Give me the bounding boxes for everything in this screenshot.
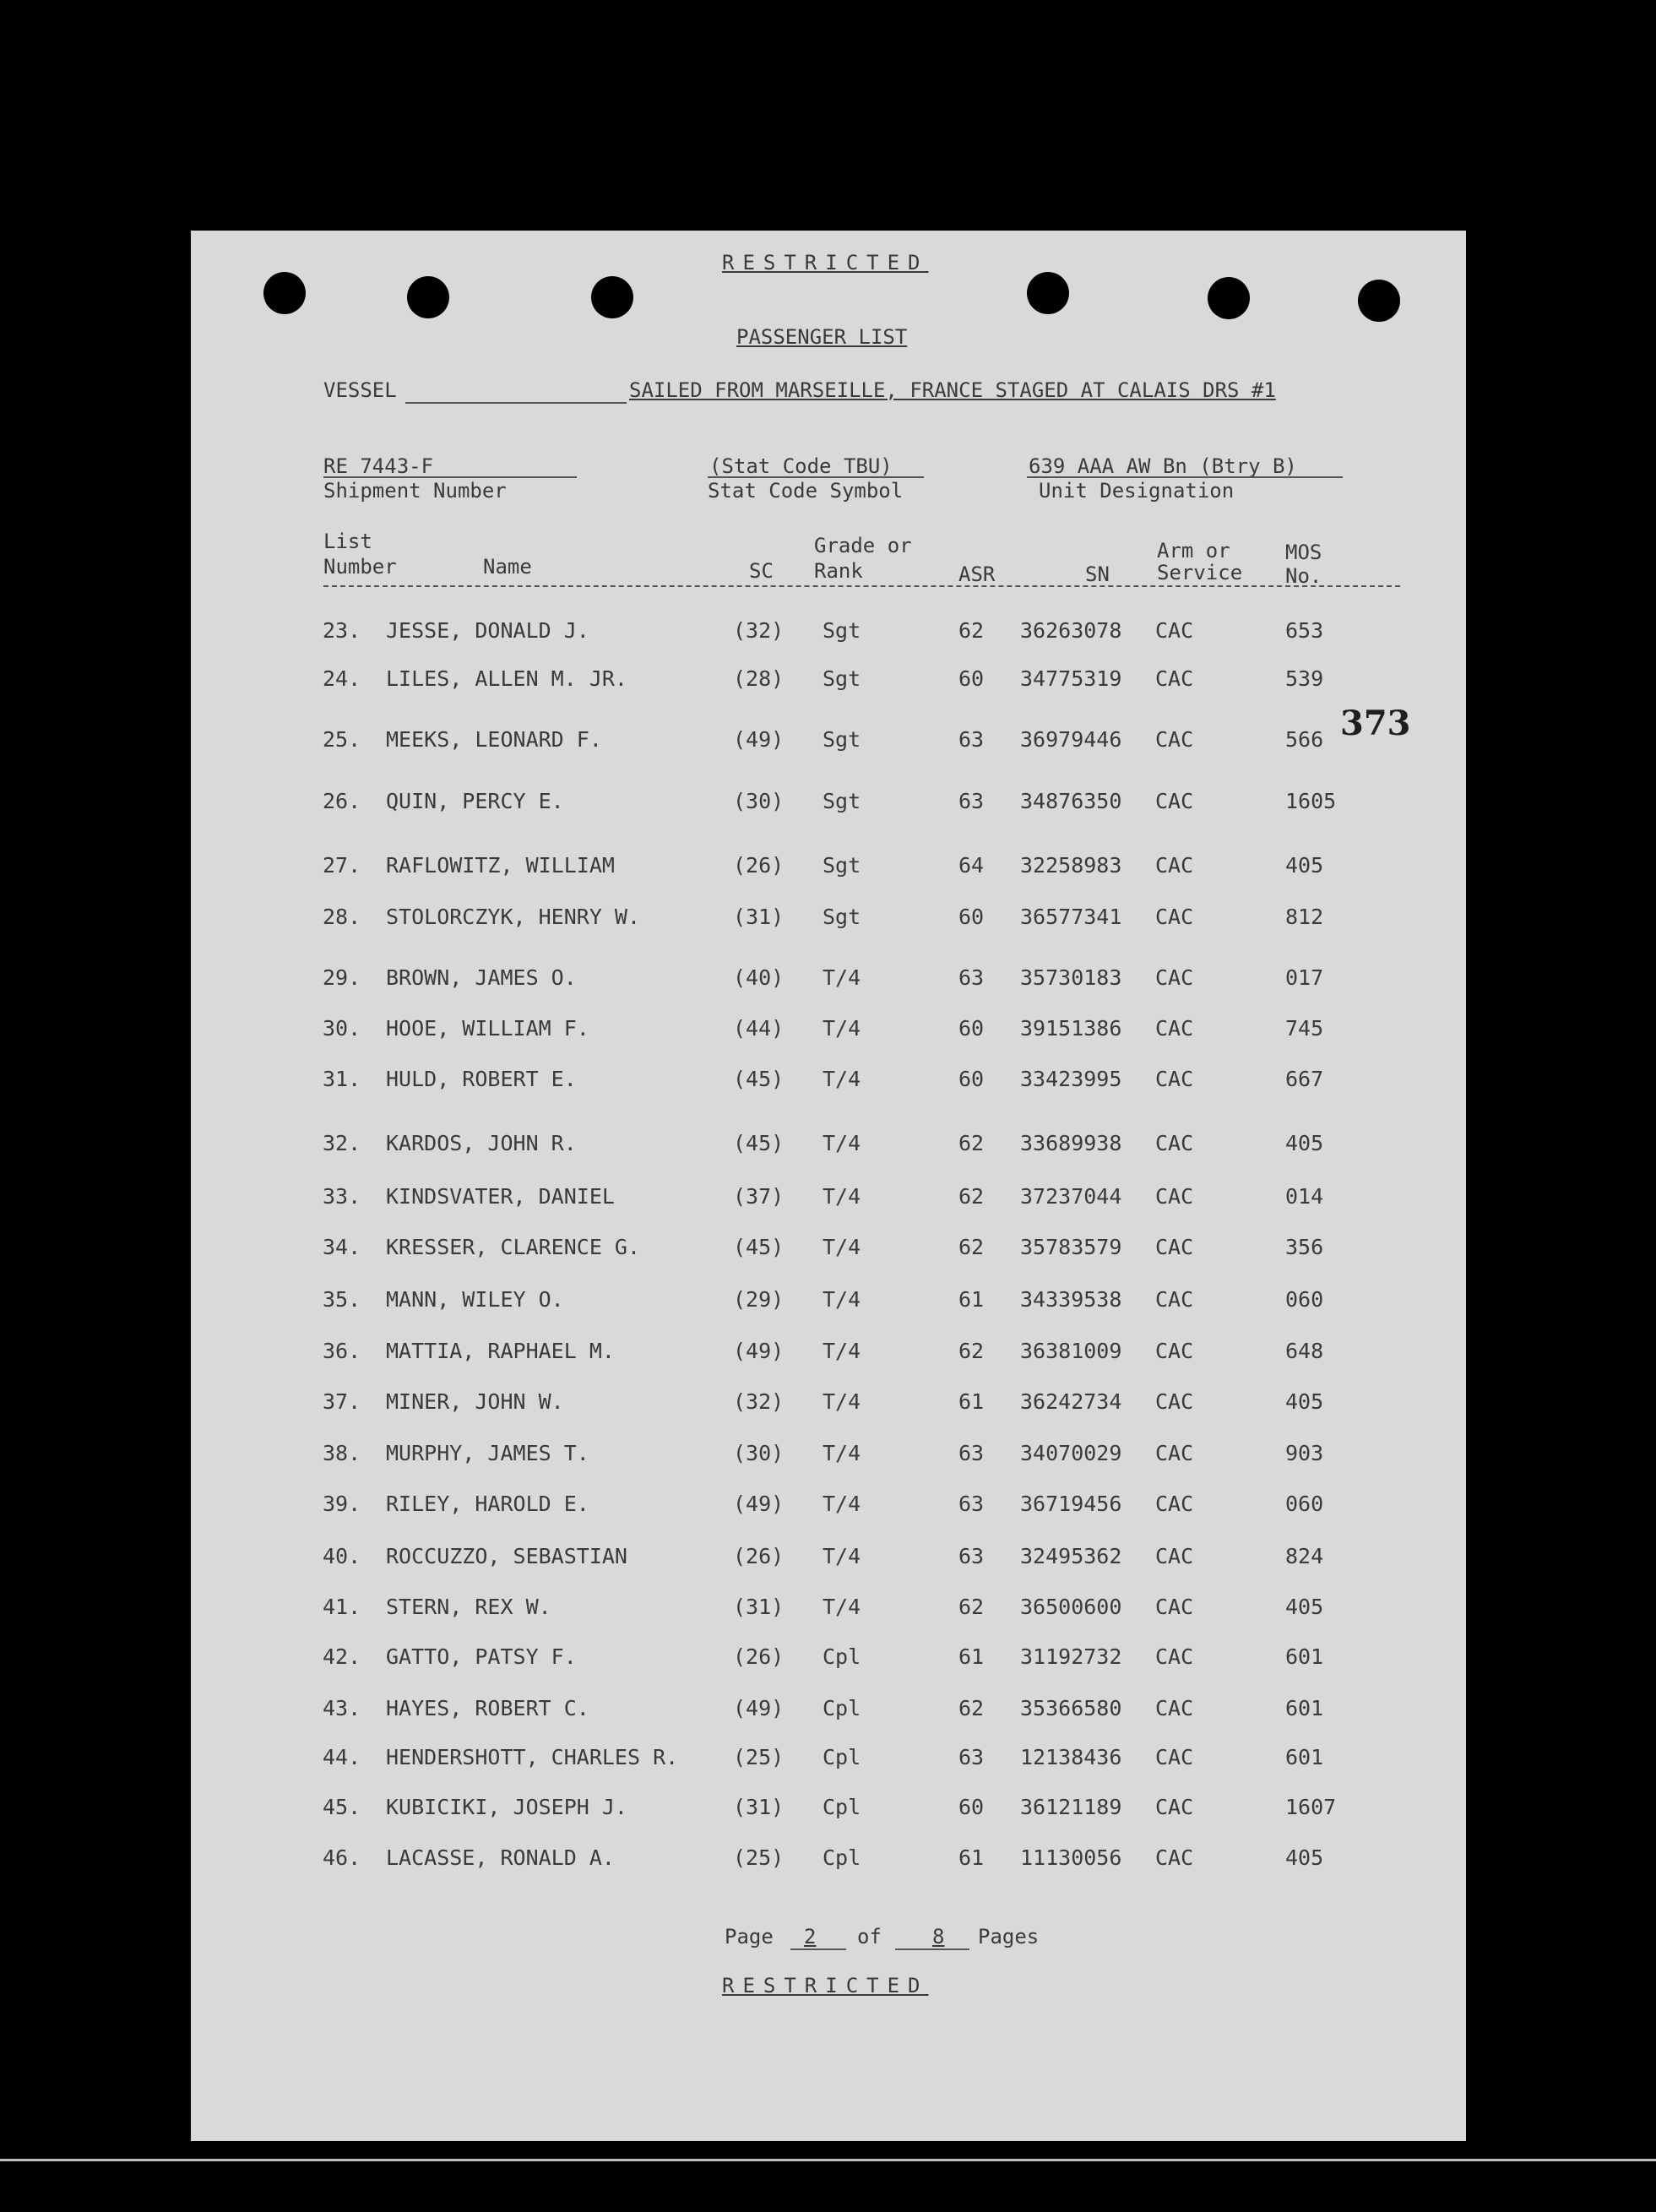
asr-value: 63 xyxy=(958,965,985,990)
unit-designation: 639 AAA AW Bn (Btry B) xyxy=(1029,454,1297,478)
arm-service: CAC xyxy=(1155,1492,1194,1516)
punch-hole xyxy=(1358,280,1400,322)
mos-number: 405 xyxy=(1285,1595,1324,1619)
sc-value: (26) xyxy=(733,1544,785,1568)
asr-value: 63 xyxy=(958,1745,985,1769)
list-number: 37. xyxy=(323,1389,361,1414)
sc-value: (25) xyxy=(733,1845,785,1870)
passenger-name: STERN, REX W. xyxy=(386,1595,551,1619)
sc-value: (49) xyxy=(733,1492,785,1516)
pages-word: Pages xyxy=(978,1925,1040,1948)
mos-number: 648 xyxy=(1285,1339,1324,1363)
sc-value: (26) xyxy=(733,853,785,878)
passenger-name: BROWN, JAMES O. xyxy=(386,965,577,990)
asr-value: 62 xyxy=(958,1595,985,1619)
grade-value: Cpl xyxy=(823,1644,861,1669)
arm-service: CAC xyxy=(1155,1131,1194,1155)
arm-service: CAC xyxy=(1155,1795,1194,1819)
list-number: 24. xyxy=(323,666,361,691)
asr-value: 62 xyxy=(958,1184,985,1209)
mos-number: 601 xyxy=(1285,1745,1324,1769)
grade-value: T/4 xyxy=(823,1131,861,1155)
serial-number: 32258983 xyxy=(1020,853,1122,878)
passenger-name: STOLORCZYK, HENRY W. xyxy=(386,905,641,929)
grade-value: Cpl xyxy=(823,1745,861,1769)
sc-value: (30) xyxy=(733,789,785,813)
serial-number: 12138436 xyxy=(1020,1745,1122,1769)
list-number: 27. xyxy=(323,853,361,878)
unit-designation-label: Unit Designation xyxy=(1039,479,1235,503)
list-number: 28. xyxy=(323,905,361,929)
grade-value: T/4 xyxy=(823,1067,861,1091)
col-mos-line1: MOS xyxy=(1285,541,1322,564)
col-list-number-line2: Number xyxy=(323,555,397,579)
passenger-name: QUIN, PERCY E. xyxy=(386,789,564,813)
asr-value: 60 xyxy=(958,905,985,929)
asr-value: 61 xyxy=(958,1845,985,1870)
list-number: 26. xyxy=(323,789,361,813)
total-pages: 8 xyxy=(932,1925,945,1948)
col-grade-line2: Rank xyxy=(814,559,863,583)
scan-border-line xyxy=(0,2159,1656,2161)
passenger-name: MANN, WILEY O. xyxy=(386,1287,564,1312)
list-number: 44. xyxy=(323,1745,361,1769)
document-title: PASSENGER LIST xyxy=(736,325,908,349)
serial-number: 35730183 xyxy=(1020,965,1122,990)
arm-service: CAC xyxy=(1155,853,1194,878)
stat-code-line xyxy=(708,476,924,478)
serial-number: 36979446 xyxy=(1020,727,1122,752)
sc-value: (49) xyxy=(733,1696,785,1720)
col-name: Name xyxy=(483,555,532,579)
sc-value: (29) xyxy=(733,1287,785,1312)
page-number-line xyxy=(790,1948,846,1950)
passenger-name: GATTO, PATSY F. xyxy=(386,1644,577,1669)
arm-service: CAC xyxy=(1155,965,1194,990)
sc-value: (49) xyxy=(733,727,785,752)
serial-number: 34339538 xyxy=(1020,1287,1122,1312)
asr-value: 62 xyxy=(958,1235,985,1259)
mos-number: 405 xyxy=(1285,1389,1324,1414)
classification-bottom: RESTRICTED xyxy=(722,1974,929,1997)
passenger-name: HOOE, WILLIAM F. xyxy=(386,1016,589,1041)
vessel-blank-line xyxy=(405,402,627,404)
asr-value: 63 xyxy=(958,1441,985,1465)
arm-service: CAC xyxy=(1155,1067,1194,1091)
grade-value: T/4 xyxy=(823,1184,861,1209)
mos-number: 014 xyxy=(1285,1184,1324,1209)
asr-value: 61 xyxy=(958,1287,985,1312)
asr-value: 63 xyxy=(958,789,985,813)
list-number: 34. xyxy=(323,1235,361,1259)
serial-number: 35366580 xyxy=(1020,1696,1122,1720)
arm-service: CAC xyxy=(1155,1016,1194,1041)
asr-value: 62 xyxy=(958,618,985,643)
arm-service: CAC xyxy=(1155,1644,1194,1669)
grade-value: T/4 xyxy=(823,1235,861,1259)
grade-value: Sgt xyxy=(823,666,861,691)
arm-service: CAC xyxy=(1155,1696,1194,1720)
sc-value: (30) xyxy=(733,1441,785,1465)
sc-value: (44) xyxy=(733,1016,785,1041)
grade-value: Cpl xyxy=(823,1696,861,1720)
passenger-name: KUBICIKI, JOSEPH J. xyxy=(386,1795,627,1819)
asr-value: 62 xyxy=(958,1339,985,1363)
grade-value: Sgt xyxy=(823,853,861,878)
page-word: Page xyxy=(725,1925,774,1948)
asr-value: 63 xyxy=(958,1492,985,1516)
mos-number: 812 xyxy=(1285,905,1324,929)
grade-value: Cpl xyxy=(823,1845,861,1870)
passenger-name: JESSE, DONALD J. xyxy=(386,618,589,643)
stat-code-label: Stat Code Symbol xyxy=(708,479,904,503)
list-number: 32. xyxy=(323,1131,361,1155)
grade-value: Sgt xyxy=(823,618,861,643)
mos-number: 1605 xyxy=(1285,789,1337,813)
serial-number: 33423995 xyxy=(1020,1067,1122,1091)
serial-number: 11130056 xyxy=(1020,1845,1122,1870)
mos-number: 405 xyxy=(1285,1131,1324,1155)
serial-number: 34070029 xyxy=(1020,1441,1122,1465)
list-number: 36. xyxy=(323,1339,361,1363)
asr-value: 64 xyxy=(958,853,985,878)
passenger-name: LACASSE, RONALD A. xyxy=(386,1845,615,1870)
passenger-name: HENDERSHOTT, CHARLES R. xyxy=(386,1745,679,1769)
mos-number: 824 xyxy=(1285,1544,1324,1568)
sc-value: (25) xyxy=(733,1745,785,1769)
asr-value: 62 xyxy=(958,1696,985,1720)
arm-service: CAC xyxy=(1155,1845,1194,1870)
mos-number: 601 xyxy=(1285,1696,1324,1720)
mos-number: 566 xyxy=(1285,727,1324,752)
grade-value: Sgt xyxy=(823,905,861,929)
sc-value: (49) xyxy=(733,1339,785,1363)
grade-value: T/4 xyxy=(823,1016,861,1041)
col-asr: ASR xyxy=(958,563,996,586)
arm-service: CAC xyxy=(1155,666,1194,691)
shipment-number-label: Shipment Number xyxy=(323,479,507,503)
mos-number: 653 xyxy=(1285,618,1324,643)
grade-value: T/4 xyxy=(823,1544,861,1568)
mos-number: 667 xyxy=(1285,1067,1324,1091)
arm-service: CAC xyxy=(1155,1441,1194,1465)
passenger-name: KARDOS, JOHN R. xyxy=(386,1131,577,1155)
mos-number: 017 xyxy=(1285,965,1324,990)
list-number: 45. xyxy=(323,1795,361,1819)
asr-value: 61 xyxy=(958,1644,985,1669)
arm-service: CAC xyxy=(1155,1544,1194,1568)
asr-value: 61 xyxy=(958,1389,985,1414)
list-number: 40. xyxy=(323,1544,361,1568)
grade-value: T/4 xyxy=(823,1492,861,1516)
serial-number: 36121189 xyxy=(1020,1795,1122,1819)
list-number: 41. xyxy=(323,1595,361,1619)
mos-number: 1607 xyxy=(1285,1795,1337,1819)
asr-value: 60 xyxy=(958,1016,985,1041)
list-number: 29. xyxy=(323,965,361,990)
list-number: 43. xyxy=(323,1696,361,1720)
arm-service: CAC xyxy=(1155,1595,1194,1619)
stat-code: (Stat Code TBU) xyxy=(709,454,893,478)
mos-number: 903 xyxy=(1285,1441,1324,1465)
passenger-name: MURPHY, JAMES T. xyxy=(386,1441,589,1465)
mos-number: 601 xyxy=(1285,1644,1324,1669)
serial-number: 36719456 xyxy=(1020,1492,1122,1516)
unit-designation-line xyxy=(1027,476,1343,478)
punch-hole xyxy=(407,276,449,318)
passenger-name: ROCCUZZO, SEBASTIAN xyxy=(386,1544,627,1568)
col-arm-line1: Arm or xyxy=(1157,539,1230,563)
sc-value: (31) xyxy=(733,1595,785,1619)
asr-value: 63 xyxy=(958,727,985,752)
sailed-from-text: SAILED FROM MARSEILLE, FRANCE STAGED AT CALAIS DRS #1 xyxy=(629,378,1276,402)
total-pages-line xyxy=(895,1948,969,1950)
passenger-name: MATTIA, RAPHAEL M. xyxy=(386,1339,615,1363)
passenger-name: KRESSER, CLARENCE G. xyxy=(386,1235,641,1259)
grade-value: T/4 xyxy=(823,1441,861,1465)
arm-service: CAC xyxy=(1155,1235,1194,1259)
col-list-number-line1: List xyxy=(323,530,372,553)
mos-number: 405 xyxy=(1285,853,1324,878)
of-word: of xyxy=(857,1925,882,1948)
list-number: 39. xyxy=(323,1492,361,1516)
passenger-name: MINER, JOHN W. xyxy=(386,1389,564,1414)
arm-service: CAC xyxy=(1155,905,1194,929)
list-number: 33. xyxy=(323,1184,361,1209)
arm-service: CAC xyxy=(1155,727,1194,752)
passenger-name: MEEKS, LEONARD F. xyxy=(386,727,602,752)
arm-service: CAC xyxy=(1155,1339,1194,1363)
serial-number: 35783579 xyxy=(1020,1235,1122,1259)
passenger-name: LILES, ALLEN M. JR. xyxy=(386,666,627,691)
sc-value: (31) xyxy=(733,905,785,929)
grade-value: Sgt xyxy=(823,727,861,752)
col-arm-line2: Service xyxy=(1157,561,1243,584)
asr-value: 62 xyxy=(958,1131,985,1155)
asr-value: 60 xyxy=(958,666,985,691)
serial-number: 36263078 xyxy=(1020,618,1122,643)
punch-hole xyxy=(1027,272,1069,314)
mos-number: 060 xyxy=(1285,1492,1324,1516)
vessel-label: VESSEL xyxy=(323,378,397,402)
sc-value: (32) xyxy=(733,618,785,643)
mos-number: 745 xyxy=(1285,1016,1324,1041)
serial-number: 34876350 xyxy=(1020,789,1122,813)
passenger-name: RILEY, HAROLD E. xyxy=(386,1492,589,1516)
grade-value: T/4 xyxy=(823,1595,861,1619)
sc-value: (45) xyxy=(733,1067,785,1091)
serial-number: 36242734 xyxy=(1020,1389,1122,1414)
asr-value: 60 xyxy=(958,1795,985,1819)
arm-service: CAC xyxy=(1155,1287,1194,1312)
mos-number: 539 xyxy=(1285,666,1324,691)
passenger-name: KINDSVATER, DANIEL xyxy=(386,1184,615,1209)
list-number: 30. xyxy=(323,1016,361,1041)
arm-service: CAC xyxy=(1155,789,1194,813)
mos-number: 405 xyxy=(1285,1845,1324,1870)
list-number: 46. xyxy=(323,1845,361,1870)
serial-number: 36577341 xyxy=(1020,905,1122,929)
list-number: 23. xyxy=(323,618,361,643)
grade-value: T/4 xyxy=(823,1389,861,1414)
passenger-name: HULD, ROBERT E. xyxy=(386,1067,577,1091)
sc-value: (31) xyxy=(733,1795,785,1819)
mos-number: 060 xyxy=(1285,1287,1324,1312)
shipment-number-line xyxy=(323,476,577,478)
col-sn: SN xyxy=(1085,563,1110,586)
serial-number: 31192732 xyxy=(1020,1644,1122,1669)
list-number: 42. xyxy=(323,1644,361,1669)
serial-number: 39151386 xyxy=(1020,1016,1122,1041)
serial-number: 36381009 xyxy=(1020,1339,1122,1363)
header-rule xyxy=(323,585,1400,587)
arm-service: CAC xyxy=(1155,1745,1194,1769)
serial-number: 33689938 xyxy=(1020,1131,1122,1155)
serial-number: 37237044 xyxy=(1020,1184,1122,1209)
arm-service: CAC xyxy=(1155,618,1194,643)
punch-hole xyxy=(1208,277,1250,319)
punch-hole xyxy=(591,276,633,318)
sc-value: (28) xyxy=(733,666,785,691)
passenger-name: RAFLOWITZ, WILLIAM xyxy=(386,853,615,878)
list-number: 35. xyxy=(323,1287,361,1312)
serial-number: 32495362 xyxy=(1020,1544,1122,1568)
page-number: 2 xyxy=(804,1925,817,1948)
sc-value: (45) xyxy=(733,1235,785,1259)
sc-value: (45) xyxy=(733,1131,785,1155)
shipment-number: RE 7443-F xyxy=(323,454,434,478)
grade-value: T/4 xyxy=(823,965,861,990)
col-grade-line1: Grade or xyxy=(814,534,912,557)
sc-value: (40) xyxy=(733,965,785,990)
arm-service: CAC xyxy=(1155,1184,1194,1209)
col-sc: SC xyxy=(749,559,774,583)
page-stamp-number: 373 xyxy=(1340,704,1411,743)
grade-value: Cpl xyxy=(823,1795,861,1819)
asr-value: 60 xyxy=(958,1067,985,1091)
list-number: 31. xyxy=(323,1067,361,1091)
serial-number: 36500600 xyxy=(1020,1595,1122,1619)
classification-top: RESTRICTED xyxy=(722,251,929,274)
passenger-name: HAYES, ROBERT C. xyxy=(386,1696,589,1720)
col-mos-line2: No. xyxy=(1285,564,1322,588)
punch-hole xyxy=(263,272,306,314)
grade-value: Sgt xyxy=(823,789,861,813)
sc-value: (26) xyxy=(733,1644,785,1669)
asr-value: 63 xyxy=(958,1544,985,1568)
list-number: 25. xyxy=(323,727,361,752)
sc-value: (32) xyxy=(733,1389,785,1414)
grade-value: T/4 xyxy=(823,1287,861,1312)
grade-value: T/4 xyxy=(823,1339,861,1363)
serial-number: 34775319 xyxy=(1020,666,1122,691)
mos-number: 356 xyxy=(1285,1235,1324,1259)
list-number: 38. xyxy=(323,1441,361,1465)
arm-service: CAC xyxy=(1155,1389,1194,1414)
sc-value: (37) xyxy=(733,1184,785,1209)
